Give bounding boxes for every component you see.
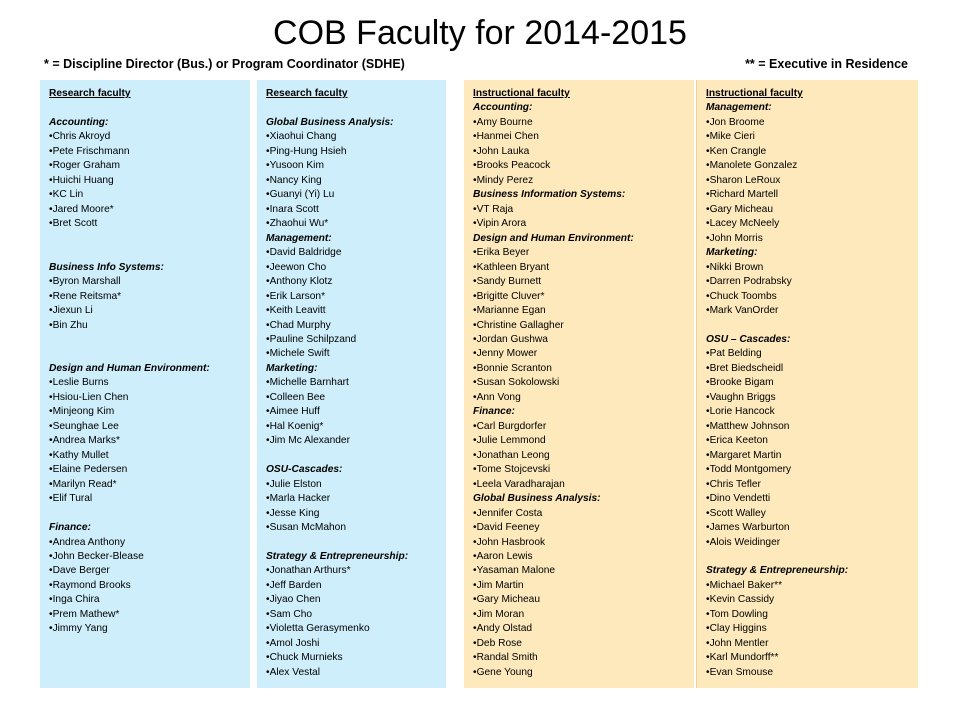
faculty-name: •Karl Mundorff** [706, 652, 779, 664]
spacer [49, 347, 246, 361]
faculty-name: •Jonathan Leong [473, 449, 550, 461]
faculty-name: •Scott Walley [706, 507, 766, 519]
discipline-label: OSU – Cascades: [706, 333, 791, 345]
faculty-name: •Christine Gallagher [473, 319, 564, 331]
faculty-name: •Jiyao Chen [266, 594, 321, 606]
faculty-name: •John Mentler [706, 637, 769, 649]
faculty-name: •Yasaman Malone [473, 565, 556, 577]
faculty-name: •Amy Bourne [473, 116, 533, 128]
discipline-label: Marketing: [706, 247, 758, 259]
faculty-name: •Aaron Lewis [473, 551, 533, 562]
faculty-name: •John Lauka [473, 145, 530, 157]
faculty-name: •Roger Graham [49, 160, 120, 172]
faculty-name: •Marla Hacker [266, 493, 331, 505]
discipline-label: Business Information Systems: [473, 189, 626, 201]
faculty-name: •Pauline Schilpzand [266, 333, 357, 345]
faculty-name: •Pat Belding [706, 348, 762, 360]
faculty-name: •Alois Weidinger [706, 536, 781, 548]
faculty-name: •Jim Mc Alexander [266, 435, 350, 447]
faculty-name: •Chad Murphy [266, 319, 331, 331]
faculty-name: •Margaret Martin [706, 449, 782, 461]
faculty-name: •Erika Beyer [473, 247, 530, 259]
faculty-name: •Chris Tefler [706, 478, 761, 490]
faculty-name: •Elaine Pedersen [49, 464, 128, 476]
faculty-name: •Leslie Burns [49, 377, 109, 389]
discipline-label: Management: [266, 232, 332, 244]
faculty-name: •Colleen Bee [266, 391, 326, 403]
discipline-label: Design and Human Environment: [49, 362, 210, 374]
faculty-name: •Amol Joshi [266, 637, 320, 649]
faculty-name: •Erik Larson* [266, 290, 326, 302]
column-heading: Research faculty [266, 88, 348, 99]
faculty-name: •Jim Martin [473, 579, 524, 591]
faculty-name: •Bret Scott [49, 218, 98, 230]
faculty-name: •Bin Zhu [49, 319, 88, 331]
faculty-name: •Andrea Anthony [49, 536, 126, 548]
faculty-name: •Jenny Mower [473, 348, 538, 360]
faculty-name: •Nikki Brown [706, 261, 764, 273]
faculty-name: •Raymond Brooks [49, 579, 131, 591]
spacer [266, 101, 442, 115]
discipline-label: Marketing: [266, 362, 318, 374]
faculty-name: •Mike Cieri [706, 131, 755, 143]
spacer [706, 550, 914, 564]
faculty-name: •Sam Cho [266, 608, 313, 620]
faculty-name: •Jordan Gushwa [473, 333, 548, 345]
discipline-label: Finance: [49, 522, 91, 534]
faculty-name: •Rene Reitsma* [49, 290, 122, 302]
research-faculty-column-1 [40, 80, 250, 688]
faculty-name: •Michael Baker** [706, 579, 783, 591]
faculty-name: •Keith Leavitt [266, 305, 326, 317]
discipline-label: Strategy & Entrepreneurship: [266, 551, 409, 562]
faculty-name: •Seunghae Lee [49, 420, 119, 432]
faculty-name: •Tome Stojcevski [473, 464, 551, 476]
spacer [49, 101, 246, 115]
research-faculty-column-2 [257, 80, 446, 688]
faculty-name: •Minjeong Kim [49, 406, 115, 418]
faculty-name: •Xiaohui Chang [266, 131, 337, 143]
faculty-name: •Chuck Murnieks [266, 652, 343, 664]
faculty-name: •Lacey McNeely [706, 218, 780, 230]
faculty-name: •Sandy Burnett [473, 276, 542, 288]
faculty-name: •Gene Young [473, 666, 533, 678]
faculty-name: •Guanyi (Yi) Lu [266, 189, 335, 201]
discipline-label: Accounting: [473, 102, 533, 114]
faculty-name: •Gary Micheau [706, 203, 773, 215]
faculty-name: •Brooke Bigam [706, 377, 774, 389]
faculty-name: •Kathleen Bryant [473, 261, 550, 273]
faculty-name: •Julie Elston [266, 478, 322, 490]
faculty-name: •Julie Lemmond [473, 435, 546, 447]
faculty-name: •Huichi Huang [49, 174, 114, 186]
faculty-name: •Susan McMahon [266, 522, 347, 534]
spacer [49, 333, 246, 347]
instructional-faculty-column-2 [696, 80, 918, 688]
faculty-name: •Brooks Peacock [473, 160, 551, 172]
faculty-name: •Marilyn Read* [49, 478, 117, 490]
faculty-name: •Chris Akroyd [49, 131, 111, 143]
faculty-name: •Jeff Barden [266, 579, 322, 591]
discipline-label: Finance: [473, 406, 515, 418]
discipline-label: Global Business Analysis: [266, 116, 394, 128]
faculty-name: •Yusoon Kim [266, 160, 324, 172]
faculty-name: •David Baldridge [266, 247, 342, 259]
faculty-name: •James Warburton [706, 522, 790, 534]
faculty-name: •Lorie Hancock [706, 406, 775, 418]
faculty-name: •Pete Frischmann [49, 145, 130, 157]
faculty-name: •Manolete Gonzalez [706, 160, 798, 172]
faculty-name: •Darren Podrabsky [706, 276, 792, 288]
spacer [706, 319, 914, 333]
faculty-name: •Randal Smith [473, 652, 538, 664]
discipline-label: Global Business Analysis: [473, 493, 601, 505]
page-title: COB Faculty for 2014-2015 [273, 14, 687, 52]
discipline-label: Strategy & Entrepreneurship: [706, 565, 849, 577]
faculty-name: •Michelle Barnhart [266, 377, 349, 389]
faculty-name: •VT Raja [473, 203, 514, 215]
faculty-name: •KC Lin [49, 189, 84, 201]
faculty-name: •Inga Chira [49, 594, 100, 606]
faculty-name: •Jiexun Li [49, 305, 93, 317]
faculty-name: •Gary Micheau [473, 594, 540, 606]
faculty-name: •Evan Smouse [706, 666, 773, 678]
faculty-name: •Susan Sokolowski [473, 377, 560, 389]
faculty-name: •Ken Crangle [706, 145, 767, 157]
faculty-name: •Andrea Marks* [49, 435, 120, 447]
faculty-name: •Zhaohui Wu* [266, 218, 329, 230]
faculty-name: •Kevin Cassidy [706, 594, 775, 606]
faculty-name: •Tom Dowling [706, 608, 768, 620]
discipline-label: Accounting: [49, 116, 109, 128]
faculty-name: •Dino Vendetti [706, 493, 771, 505]
column-heading: Instructional faculty [473, 88, 570, 99]
faculty-name: •Matthew Johnson [706, 420, 790, 432]
discipline-director-note: * = Discipline Director (Bus.) or Program Coordinator (SDHE) [44, 57, 405, 71]
faculty-name: •Nancy King [266, 174, 322, 186]
faculty-name: •Inara Scott [266, 203, 319, 215]
faculty-name: •Jim Moran [473, 608, 525, 620]
discipline-label: Management: [706, 102, 772, 114]
discipline-label: OSU-Cascades: [266, 464, 343, 476]
faculty-name: •Sharon LeRoux [706, 174, 781, 186]
spacer [49, 246, 246, 260]
faculty-name: •Jesse King [266, 507, 320, 519]
faculty-name: •Brigitte Cluver* [473, 290, 545, 302]
faculty-name: •Vaughn Briggs [706, 391, 776, 403]
faculty-name: •Bonnie Scranton [473, 362, 552, 374]
faculty-name: •Erica Keeton [706, 435, 768, 447]
faculty-name: •Vipin Arora [473, 218, 527, 230]
faculty-name: •Bret Biedscheidl [706, 362, 784, 374]
executive-note: ** = Executive in Residence [745, 57, 908, 71]
faculty-name: •Hal Koenig* [266, 420, 324, 432]
faculty-name: •Deb Rose [473, 637, 522, 649]
faculty-name: •Jeewon Cho [266, 261, 327, 273]
faculty-name: •Elif Tural [49, 493, 93, 505]
spacer [49, 507, 246, 521]
faculty-name: •Chuck Toombs [706, 290, 777, 302]
discipline-label: Design and Human Environment: [473, 232, 634, 244]
faculty-name: •Carl Burgdorfer [473, 420, 547, 432]
faculty-name: •Ann Vong [473, 391, 521, 403]
faculty-name: •Andy Olstad [473, 623, 533, 635]
faculty-name: •Prem Mathew* [49, 608, 120, 620]
faculty-name: •Jon Broome [706, 116, 765, 128]
faculty-name: •David Feeney [473, 522, 540, 534]
faculty-name: •Alex Vestal [266, 666, 320, 678]
spacer [266, 536, 442, 550]
faculty-name: •Aimee Huff [266, 406, 320, 418]
faculty-name: •Mindy Perez [473, 174, 534, 186]
faculty-name: •Byron Marshall [49, 276, 121, 288]
faculty-name: •John Hasbrook [473, 536, 546, 548]
faculty-name: •Violetta Gerasymenko [266, 623, 370, 635]
discipline-label: Business Info Systems: [49, 261, 164, 273]
faculty-name: •Richard Martell [706, 189, 779, 201]
spacer [266, 449, 442, 463]
faculty-name: •Dave Berger [49, 565, 110, 577]
faculty-name: •Clay Higgins [706, 623, 767, 635]
instructional-faculty-column-1 [464, 80, 694, 688]
faculty-name: •Mark VanOrder [706, 305, 779, 317]
faculty-name: •Jimmy Yang [49, 623, 108, 635]
faculty-name: •Hsiou-Lien Chen [49, 391, 129, 403]
faculty-name: •Anthony Klotz [266, 276, 333, 288]
faculty-name: •John Becker-Blease [49, 551, 144, 562]
faculty-name: •Jennifer Costa [473, 507, 543, 519]
column-heading: Research faculty [49, 88, 131, 99]
faculty-name: •Kathy Mullet [49, 449, 109, 461]
faculty-name: •John Morris [706, 232, 763, 244]
faculty-name: •Todd Montgomery [706, 464, 792, 476]
faculty-name: •Leela Varadharajan [473, 478, 565, 490]
faculty-name: •Michele Swift [266, 348, 330, 360]
faculty-name: •Hanmei Chen [473, 131, 539, 143]
faculty-name: •Marianne Egan [473, 305, 546, 317]
faculty-name: •Jared Moore* [49, 203, 114, 215]
column-heading: Instructional faculty [706, 88, 803, 99]
faculty-name: •Ping-Hung Hsieh [266, 145, 347, 157]
faculty-name: •Jonathan Arthurs* [266, 565, 351, 577]
spacer [49, 232, 246, 246]
